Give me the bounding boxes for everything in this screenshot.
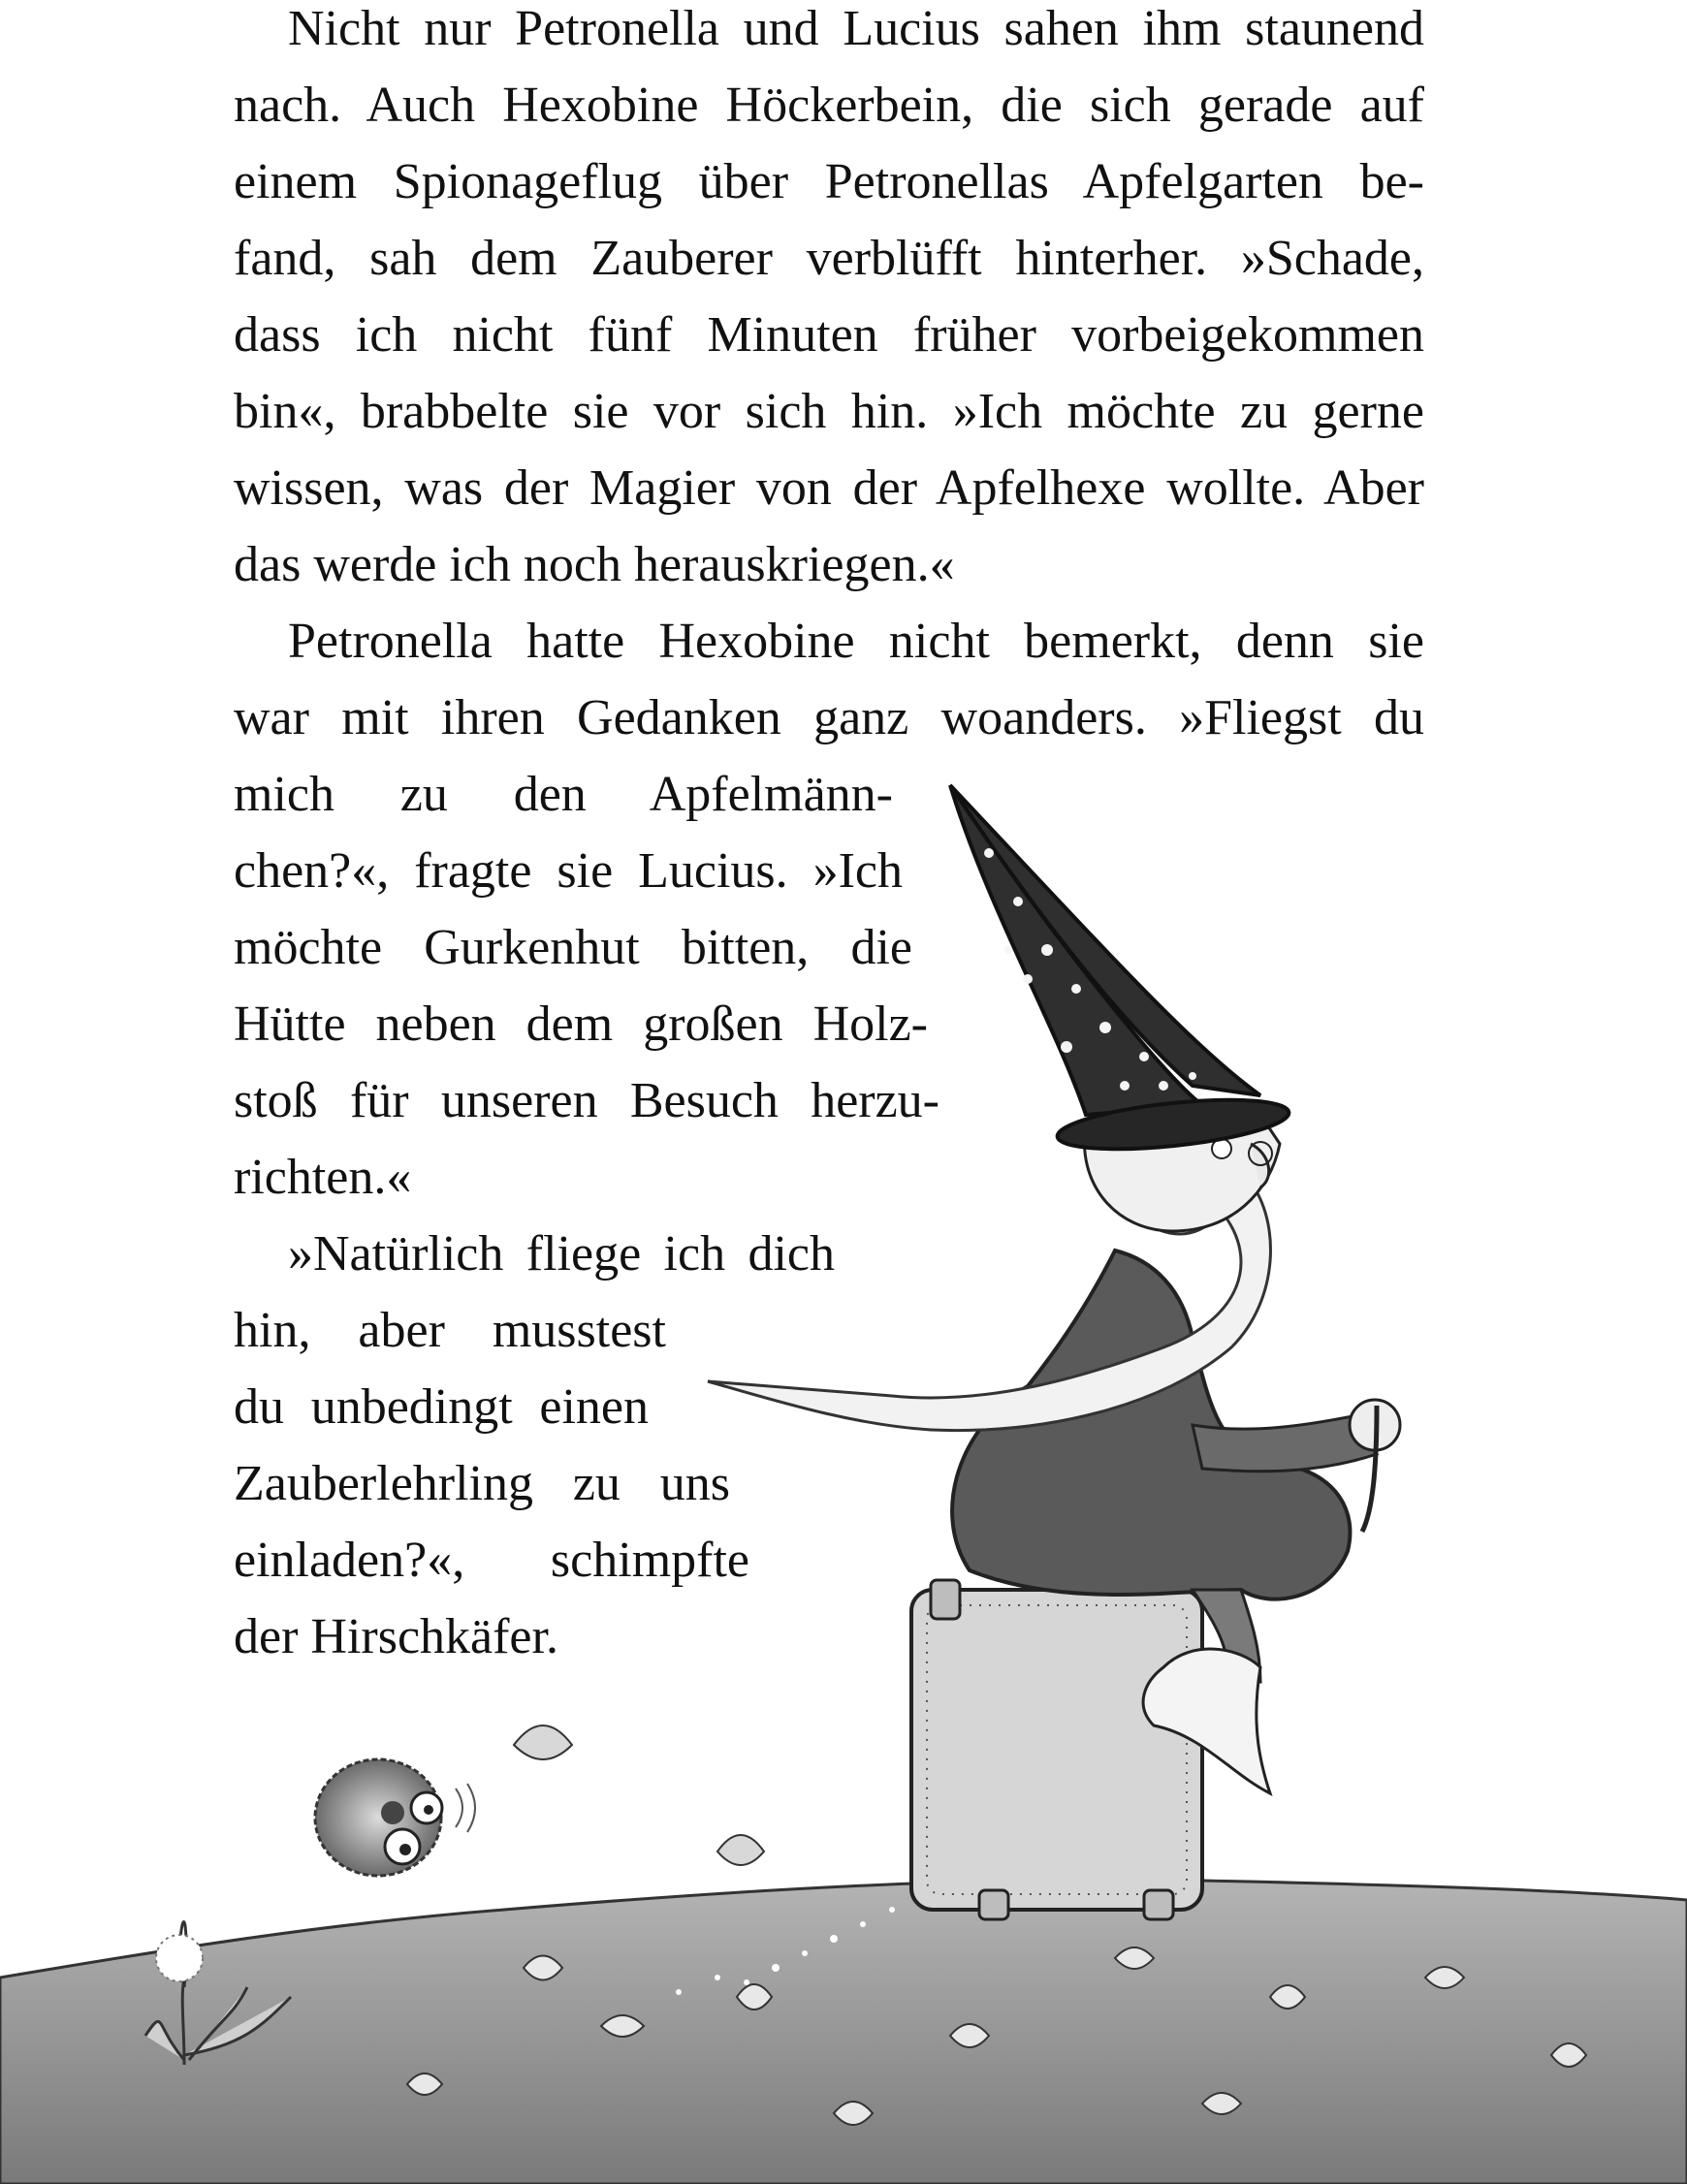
text-line-14: Hütte neben dem großen Holz- (234, 997, 928, 1052)
text-line-6: bin«, brabbelte sie vor sich hin. »Ich möchte zu gerne (234, 384, 1424, 439)
text-line-13: möchte Gurkenhut bitten, die (234, 920, 912, 975)
hedgehog (315, 1759, 475, 1876)
text-line-4: fand, sah dem Zauberer verblüfft hinterher. »Schade, (234, 231, 1424, 286)
text-line-22: der Hirschkäfer. (234, 1609, 558, 1664)
text-line-18: hin, aber musstest (234, 1303, 666, 1358)
text-line-1: Nicht nur Petronella und Lucius sahen ihm staunend (288, 1, 1424, 56)
text-line-5: dass ich nicht fünf Minuten früher vorbeigekommen (234, 307, 1424, 363)
text-line-19: du unbedingt einen (234, 1379, 649, 1435)
text-line-2: nach. Auch Hexobine Höckerbein, die sich gerade auf (234, 78, 1424, 133)
wizard-hat (950, 785, 1291, 1157)
text-line-7: wissen, was der Magier von der Apfelhexe wollte. Aber (234, 460, 1424, 516)
text-line-15: stoß für unseren Besuch herzu- (234, 1073, 939, 1128)
text-line-10: war mit ihren Gedanken ganz woanders. »Fliegst du (234, 690, 1424, 745)
dandelion-puff (156, 1935, 203, 1981)
text-line-17: »Natürlich fliege ich dich (288, 1226, 835, 1282)
text-line-20: Zauberlehrling zu uns (234, 1456, 730, 1511)
suitcase (911, 1580, 1202, 1919)
text-line-9: Petronella hatte Hexobine nicht bemerkt, denn sie (288, 614, 1424, 669)
text-line-16: richten.« (234, 1150, 412, 1205)
text-line-11: mich zu den Apfelmänn- (234, 767, 893, 822)
text-line-8: das werde ich noch herauskriegen.« (234, 537, 955, 592)
text-line-21: einladen?«, schimpfte (234, 1533, 749, 1588)
text-line-3: einem Spionageflug über Petronellas Apfelgarten be- (234, 154, 1424, 209)
text-line-12: chen?«, fragte sie Lucius. »Ich (234, 843, 903, 899)
